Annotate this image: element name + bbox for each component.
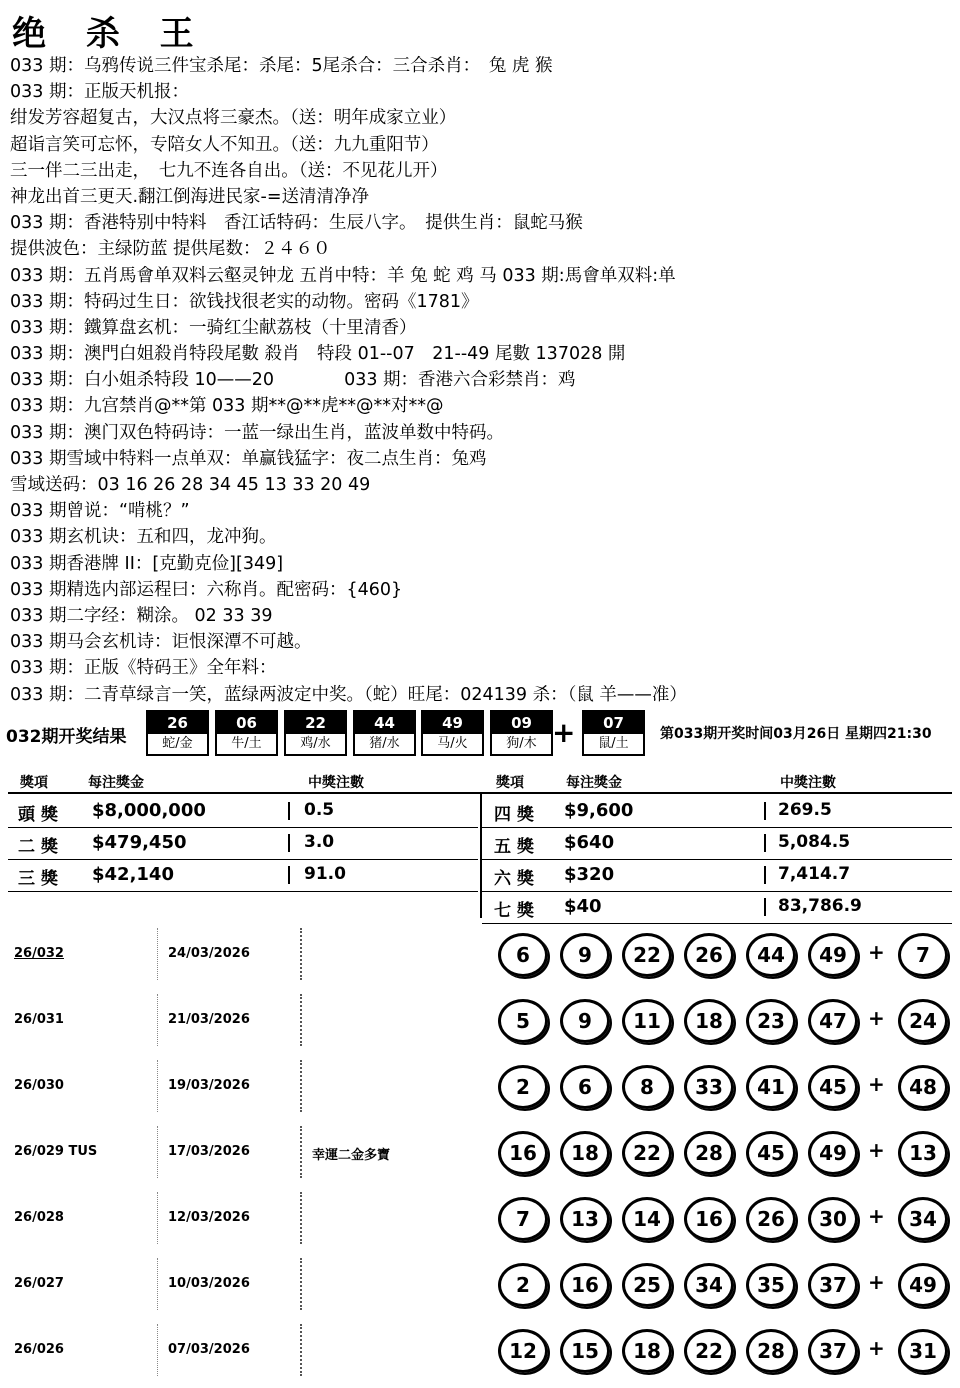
history-ball: 2 [498, 1263, 548, 1307]
history-ball: 49 [808, 933, 858, 977]
prize-separator [288, 866, 290, 884]
prize-header: 獎項 [496, 775, 524, 791]
history-special-ball: 49 [898, 1263, 948, 1307]
history-divider [157, 1060, 160, 1112]
draw-ball-number: 07 [584, 712, 643, 734]
prize-name: 二獎 [18, 837, 64, 857]
history-row [0, 1054, 960, 1120]
forecast-line: 033 期：香港特别中特料 香江话特码：生辰八字。 提供生肖：鼠蛇马猴 [10, 213, 583, 234]
forecast-line: 033 期雪域中特料一点单双：单赢钱猛字：夜二点生肖：兔鸡 [10, 448, 487, 469]
history-date: 07/03/2026 [168, 1342, 250, 1357]
forecast-line: 雪域送码：03 16 26 28 34 45 13 33 20 49 [10, 475, 371, 495]
draw-ball [421, 710, 484, 756]
history-divider [300, 1126, 304, 1178]
history-draw-id: 26/030 [14, 1078, 64, 1093]
forecast-line: 033 期：澳門白姐殺肖特段尾數 殺肖 特段 01--07 21--49 尾數 137028 開 [10, 344, 626, 365]
history-ball: 18 [560, 1131, 610, 1175]
history-ball: 44 [746, 933, 796, 977]
history-divider [300, 1192, 304, 1244]
history-row [0, 988, 960, 1054]
prize-row-rule [482, 891, 952, 892]
prize-amount: $9,600 [564, 800, 634, 821]
draw-plus: + [552, 716, 576, 749]
history-ball: 49 [808, 1131, 858, 1175]
history-ball: 5 [498, 999, 548, 1043]
history-ball: 12 [498, 1329, 548, 1373]
history-divider [300, 994, 304, 1046]
forecast-line: 033 期曾说：“啃桃？” [10, 501, 190, 522]
history-ball: 14 [622, 1197, 672, 1241]
history-divider [300, 1324, 304, 1376]
history-row [0, 1252, 960, 1318]
history-date: 19/03/2026 [168, 1078, 250, 1093]
prize-separator [288, 802, 290, 820]
draw-ball-number: 06 [217, 712, 276, 734]
forecast-line: 033 期二字经：糊涂。 02 33 39 [10, 605, 273, 626]
history-ball: 7 [498, 1197, 548, 1241]
forecast-line: 033 期玄机诀：五和四，龙冲狗。 [10, 527, 277, 548]
forecast-line: 神龙出首三更天.翻江倒海进民家-=送清清净净 [10, 186, 370, 207]
history-ball: 37 [808, 1329, 858, 1373]
history-divider [300, 1060, 304, 1112]
history-divider [157, 1126, 160, 1178]
prize-separator [764, 802, 766, 820]
history-ball: 47 [808, 999, 858, 1043]
forecast-line: 033 期马会玄机诗：讵恨深潭不可越。 [10, 632, 312, 653]
prize-header: 中獎注數 [308, 775, 364, 791]
history-note: 幸運二金多寶 [312, 1148, 391, 1163]
draw-ball [146, 710, 209, 756]
prize-name: 七獎 [494, 901, 540, 921]
history-ball: 22 [622, 933, 672, 977]
history-special-ball: 7 [898, 933, 948, 977]
forecast-line: 033 期：白小姐杀特段 10——20 033 期：香港六合彩禁肖：鸡 [10, 370, 576, 391]
prize-amount: $40 [564, 896, 602, 917]
history-plus: + [868, 1138, 885, 1162]
history-plus: + [868, 1336, 885, 1360]
draw-ball-number: 49 [423, 712, 482, 734]
history-ball: 45 [808, 1065, 858, 1109]
prize-header: 每注獎金 [88, 775, 144, 791]
prize-table [8, 762, 952, 922]
history-divider [157, 1258, 160, 1310]
history-draw-id: 26/031 [14, 1012, 64, 1027]
forecast-line: 033 期：二青草绿言一笑，蓝绿两波定中奖。（蛇）旺尾：024139 杀：（鼠 羊——准） [10, 684, 687, 705]
history-ball: 28 [684, 1131, 734, 1175]
prize-separator [288, 834, 290, 852]
prize-header: 每注獎金 [566, 775, 622, 791]
draw-ball-number: 44 [355, 712, 414, 734]
draw-ball-zodiac: 狗/木 [506, 736, 537, 751]
draw-ball [490, 710, 553, 756]
forecast-line: 绀发芳容超复古，大汉点将三豪杰。（送：明年成家立业） [10, 108, 457, 129]
history-date: 24/03/2026 [168, 946, 250, 961]
history-ball: 6 [560, 1065, 610, 1109]
history-ball: 8 [622, 1065, 672, 1109]
draw-ball-number: 22 [286, 712, 345, 734]
prize-winners: 0.5 [304, 800, 335, 820]
forecast-line: 033 期：澳门双色特码诗：一蓝一绿出生肖，蓝波单数中特码。 [10, 422, 504, 443]
history-ball: 37 [808, 1263, 858, 1307]
prize-winners: 5,084.5 [778, 832, 851, 852]
history-ball: 2 [498, 1065, 548, 1109]
history-special-ball: 48 [898, 1065, 948, 1109]
forecast-line: 033 期：乌鸦传说三件宝杀尾：杀尾：5尾杀合：三合杀肖： 兔 虎 猴 [10, 56, 553, 76]
history-ball: 33 [684, 1065, 734, 1109]
history-ball: 9 [560, 999, 610, 1043]
history-draw-id: 26/032 [14, 946, 64, 961]
history-ball: 16 [498, 1131, 548, 1175]
history-divider [157, 1192, 160, 1244]
prize-col-divider [480, 794, 482, 918]
prize-winners: 91.0 [304, 864, 346, 884]
history-ball: 22 [684, 1329, 734, 1373]
next-draw-time: 第033期开奖时间03月26日 星期四21:30 [660, 726, 932, 742]
history-draw-id: 26/029 TUS [14, 1144, 98, 1159]
forecast-line: 033 期香港牌 II：[克勤克俭][349] [10, 553, 284, 574]
history-date: 21/03/2026 [168, 1012, 250, 1027]
history-ball: 16 [560, 1263, 610, 1307]
history-row [0, 922, 960, 988]
prize-separator [764, 866, 766, 884]
draw-ball-zodiac: 牛/土 [231, 736, 262, 751]
history-divider [157, 994, 160, 1046]
prize-amount: $640 [564, 832, 615, 853]
history-plus: + [868, 1072, 885, 1096]
history-row [0, 1186, 960, 1252]
forecast-line: 033 期：正版天机报： [10, 82, 189, 103]
history-divider [300, 928, 304, 980]
history-plus: + [868, 1270, 885, 1294]
prize-name: 六獎 [494, 869, 540, 889]
forecast-lines [10, 53, 950, 708]
draw-ball-zodiac: 蛇/金 [162, 736, 193, 751]
history-ball: 26 [684, 933, 734, 977]
history-ball: 6 [498, 933, 548, 977]
prize-winners: 269.5 [778, 800, 832, 820]
history-draw-id: 26/028 [14, 1210, 64, 1225]
forecast-line: 033 期精选内部运程曰：六称肖。配密码：{460} [10, 579, 403, 600]
history-date: 17/03/2026 [168, 1144, 250, 1159]
history-ball: 23 [746, 999, 796, 1043]
draw-ball [284, 710, 347, 756]
history-ball: 34 [684, 1263, 734, 1307]
history-ball: 18 [622, 1329, 672, 1373]
prize-row-rule [8, 859, 478, 860]
forecast-line: 033 期：九宫禁肖@**第 033 期**@**虎**@**对**@ [10, 396, 444, 417]
prize-winners: 3.0 [304, 832, 335, 852]
prize-name: 三獎 [18, 869, 64, 889]
prize-name: 四獎 [494, 805, 540, 825]
draw-ball-number: 09 [492, 712, 551, 734]
prize-row-rule [482, 859, 952, 860]
draw-special-ball [582, 710, 645, 756]
history-date: 12/03/2026 [168, 1210, 250, 1225]
history-ball: 30 [808, 1197, 858, 1241]
draw-label: 032期开奖结果 [6, 727, 127, 747]
prize-winners: 7,414.7 [778, 864, 851, 884]
forecast-line: 033 期：特码过生日：欲钱找很老实的动物。密码《1781》 [10, 291, 479, 312]
prize-amount: $8,000,000 [92, 800, 206, 821]
history-draw-id: 26/027 [14, 1276, 64, 1291]
forecast-line: 033 期：鐵算盘玄机：一骑红尘献荔枝（十里清香） [10, 317, 417, 338]
history-ball: 9 [560, 933, 610, 977]
draw-ball [215, 710, 278, 756]
prize-amount: $479,450 [92, 832, 187, 853]
history-special-ball: 31 [898, 1329, 948, 1373]
history-ball: 28 [746, 1329, 796, 1373]
history-draw-id: 26/026 [14, 1342, 64, 1357]
prize-winners: 83,786.9 [778, 896, 862, 916]
history-ball: 15 [560, 1329, 610, 1373]
prize-name: 頭獎 [18, 805, 64, 825]
history-ball: 26 [746, 1197, 796, 1241]
draw-ball [353, 710, 416, 756]
history-ball: 18 [684, 999, 734, 1043]
draw-ball-number: 26 [148, 712, 207, 734]
forecast-line: 超诣言笑可忘怀，专陪女人不知丑。（送：九九重阳节） [10, 134, 439, 155]
forecast-line: 三一伴二三出走， 七九不连各自出。（送：不见花儿开） [10, 160, 448, 181]
prize-row-rule [8, 891, 478, 892]
prize-amount: $42,140 [92, 864, 174, 885]
prize-name: 五獎 [494, 837, 540, 857]
history-plus: + [868, 940, 885, 964]
prize-amount: $320 [564, 864, 615, 885]
prize-header: 獎項 [20, 775, 48, 791]
draw-ball-zodiac: 鸡/水 [300, 736, 331, 751]
history-divider [157, 1324, 160, 1376]
history-divider [157, 928, 160, 980]
history-ball: 22 [622, 1131, 672, 1175]
history-plus: + [868, 1204, 885, 1228]
prize-separator [764, 898, 766, 916]
forecast-line: 033 期：五肖馬會单双料云壑灵钟龙 五肖中特：羊 兔 蛇 鸡 马 033 期:馬會单双料:单 [10, 265, 676, 286]
prize-header: 中獎注數 [780, 775, 836, 791]
history-special-ball: 24 [898, 999, 948, 1043]
history-special-ball: 13 [898, 1131, 948, 1175]
prize-row-rule [482, 827, 952, 828]
draw-result-bar [0, 710, 960, 756]
history-special-ball: 34 [898, 1197, 948, 1241]
history-plus: + [868, 1006, 885, 1030]
draw-ball-zodiac: 马/火 [437, 736, 468, 751]
draw-ball-zodiac: 鼠/土 [598, 736, 629, 751]
forecast-line: 033 期：正版《特码王》全年料： [10, 658, 277, 679]
history-ball: 45 [746, 1131, 796, 1175]
history-row [0, 1120, 960, 1186]
forecast-line: 提供波色：主绿防蓝 提供尾数：２４６０ [10, 239, 331, 260]
page-title: 绝 杀 王 [12, 14, 208, 54]
history-row [0, 1318, 960, 1384]
history-ball: 41 [746, 1065, 796, 1109]
history-ball: 16 [684, 1197, 734, 1241]
prize-separator [764, 834, 766, 852]
draw-ball-zodiac: 猪/水 [369, 736, 400, 751]
history-ball: 25 [622, 1263, 672, 1307]
history-date: 10/03/2026 [168, 1276, 250, 1291]
prize-row-rule [8, 827, 478, 828]
history-divider [300, 1258, 304, 1310]
history-ball: 13 [560, 1197, 610, 1241]
history-ball: 35 [746, 1263, 796, 1307]
history-ball: 11 [622, 999, 672, 1043]
